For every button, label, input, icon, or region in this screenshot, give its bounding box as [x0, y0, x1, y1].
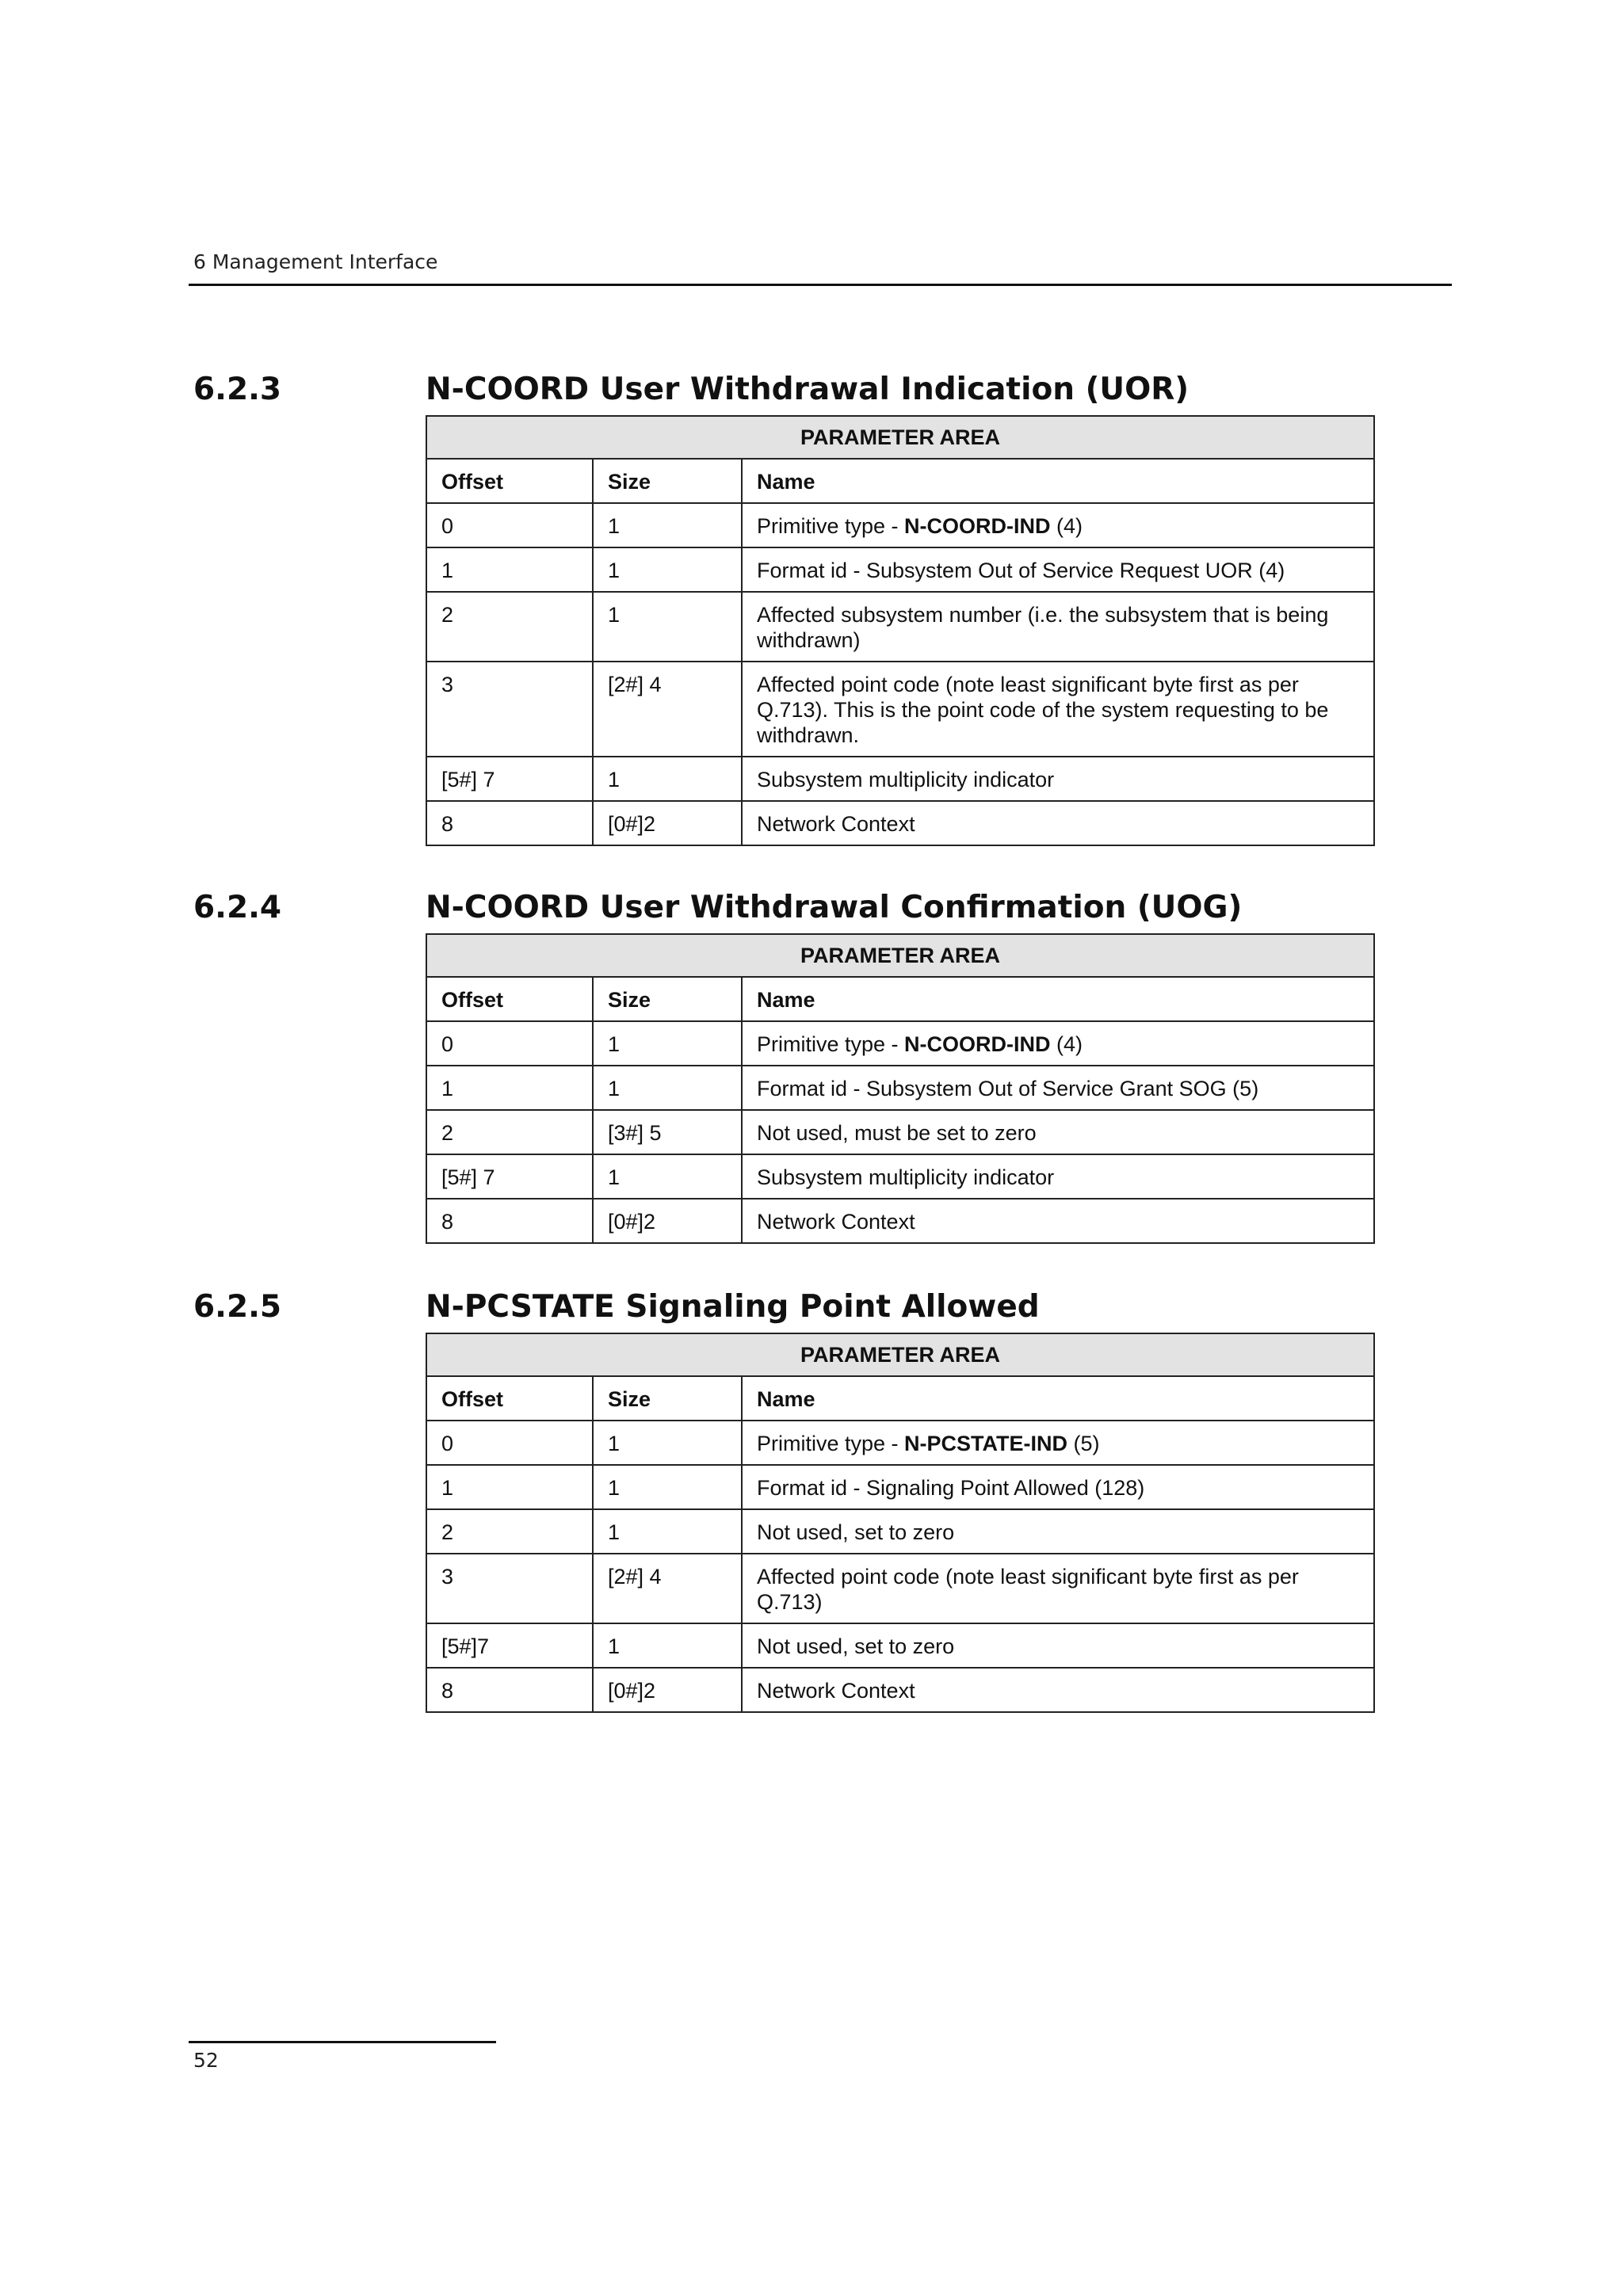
table-row: [426, 1021, 1374, 1066]
size-cell: 1: [593, 757, 742, 801]
size-cell: 1: [593, 1465, 742, 1509]
footer-rule: [189, 2041, 496, 2043]
table-row: [426, 592, 1374, 662]
size-cell: 1: [593, 1623, 742, 1668]
name-cell: [742, 503, 1374, 547]
column-header-size: Size: [593, 459, 742, 503]
size-cell: 1: [593, 1154, 742, 1199]
offset-cell: 2: [426, 592, 593, 662]
size-cell: 1: [593, 592, 742, 662]
offset-cell: 1: [426, 547, 593, 592]
name-cell: Subsystem multiplicity indicator: [742, 1154, 1374, 1199]
name-cell: Not used, set to zero: [742, 1509, 1374, 1554]
parameter-area-header: PARAMETER AREA: [426, 934, 1374, 977]
column-header-name: Name: [742, 977, 1374, 1021]
size-cell: 1: [593, 547, 742, 592]
offset-cell: 3: [426, 662, 593, 757]
offset-cell: 8: [426, 1199, 593, 1243]
column-header-offset: Offset: [426, 1376, 593, 1421]
table-row: [426, 1154, 1374, 1199]
name-suffix-text: (4): [1050, 514, 1083, 538]
name-bold-text: N-PCSTATE-IND: [904, 1432, 1068, 1455]
size-cell: [3#] 5: [593, 1110, 742, 1154]
offset-cell: 2: [426, 1110, 593, 1154]
section-title: N-PCSTATE Signaling Point Allowed: [426, 1289, 1040, 1325]
table-row: [426, 547, 1374, 592]
name-cell: Affected point code (note least significant byte first as per Q.713): [742, 1554, 1374, 1623]
table-row: [426, 1554, 1374, 1623]
table-row: [426, 503, 1374, 547]
parameter-table: [426, 1333, 1375, 1713]
offset-cell: 0: [426, 503, 593, 547]
table-column-header-row: [426, 1376, 1374, 1421]
offset-cell: 0: [426, 1421, 593, 1465]
table-area-row: [426, 416, 1374, 459]
size-cell: 1: [593, 1421, 742, 1465]
name-cell: [742, 1021, 1374, 1066]
name-suffix-text: (4): [1050, 1032, 1083, 1056]
table-row: [426, 1465, 1374, 1509]
name-cell: Not used, set to zero: [742, 1623, 1374, 1668]
offset-cell: 0: [426, 1021, 593, 1066]
column-header-size: Size: [593, 1376, 742, 1421]
size-cell: 1: [593, 1066, 742, 1110]
table-row: [426, 1509, 1374, 1554]
running-header: 6 Management Interface: [193, 250, 438, 273]
offset-cell: [5#] 7: [426, 1154, 593, 1199]
name-cell: Not used, must be set to zero: [742, 1110, 1374, 1154]
size-cell: 1: [593, 1021, 742, 1066]
name-suffix-text: (5): [1067, 1432, 1100, 1455]
name-cell: Subsystem multiplicity indicator: [742, 757, 1374, 801]
offset-cell: [5#] 7: [426, 757, 593, 801]
size-cell: 1: [593, 1509, 742, 1554]
name-cell: Network Context: [742, 1199, 1374, 1243]
parameter-area-header: PARAMETER AREA: [426, 1333, 1374, 1376]
parameter-table: [426, 415, 1375, 846]
parameter-area-header: PARAMETER AREA: [426, 416, 1374, 459]
section-number: 6.2.3: [193, 372, 282, 407]
page-number: 52: [193, 2049, 219, 2072]
table-row: [426, 1110, 1374, 1154]
table-row: [426, 1623, 1374, 1668]
size-cell: [2#] 4: [593, 1554, 742, 1623]
column-header-name: Name: [742, 1376, 1374, 1421]
name-bold-text: N-COORD-IND: [904, 1032, 1051, 1056]
size-cell: [0#]2: [593, 801, 742, 845]
name-text: Primitive type -: [757, 1032, 905, 1056]
parameter-table: [426, 933, 1375, 1244]
table-row: [426, 1066, 1374, 1110]
size-cell: [2#] 4: [593, 662, 742, 757]
size-cell: [0#]2: [593, 1668, 742, 1712]
offset-cell: 1: [426, 1066, 593, 1110]
offset-cell: 8: [426, 1668, 593, 1712]
name-bold-text: N-COORD-IND: [904, 514, 1051, 538]
offset-cell: 8: [426, 801, 593, 845]
section-number: 6.2.5: [193, 1289, 282, 1325]
section-title: N-COORD User Withdrawal Indication (UOR): [426, 372, 1190, 407]
name-cell: Format id - Subsystem Out of Service Grant SOG (5): [742, 1066, 1374, 1110]
table-row: [426, 662, 1374, 757]
column-header-offset: Offset: [426, 977, 593, 1021]
table-row: [426, 757, 1374, 801]
name-cell: Network Context: [742, 801, 1374, 845]
section-title: N-COORD User Withdrawal Confirmation (UOG): [426, 890, 1243, 925]
name-cell: Network Context: [742, 1668, 1374, 1712]
name-cell: Format id - Subsystem Out of Service Request UOR (4): [742, 547, 1374, 592]
table-area-row: [426, 934, 1374, 977]
column-header-size: Size: [593, 977, 742, 1021]
name-text: Primitive type -: [757, 1432, 905, 1455]
offset-cell: 2: [426, 1509, 593, 1554]
size-cell: [0#]2: [593, 1199, 742, 1243]
column-header-offset: Offset: [426, 459, 593, 503]
name-cell: Format id - Signaling Point Allowed (128): [742, 1465, 1374, 1509]
table-column-header-row: [426, 977, 1374, 1021]
table-row: [426, 1199, 1374, 1243]
name-cell: Affected point code (note least significant byte first as per Q.713). This is the point code of the system requesting to be withdrawn.: [742, 662, 1374, 757]
header-rule: [189, 284, 1452, 286]
offset-cell: 1: [426, 1465, 593, 1509]
name-cell: [742, 1421, 1374, 1465]
table-row: [426, 1668, 1374, 1712]
size-cell: 1: [593, 503, 742, 547]
offset-cell: 3: [426, 1554, 593, 1623]
table-area-row: [426, 1333, 1374, 1376]
column-header-name: Name: [742, 459, 1374, 503]
name-cell: Affected subsystem number (i.e. the subsystem that is being withdrawn): [742, 592, 1374, 662]
table-column-header-row: [426, 459, 1374, 503]
table-row: [426, 1421, 1374, 1465]
table-row: [426, 801, 1374, 845]
name-text: Primitive type -: [757, 514, 905, 538]
offset-cell: [5#]7: [426, 1623, 593, 1668]
section-number: 6.2.4: [193, 890, 282, 925]
